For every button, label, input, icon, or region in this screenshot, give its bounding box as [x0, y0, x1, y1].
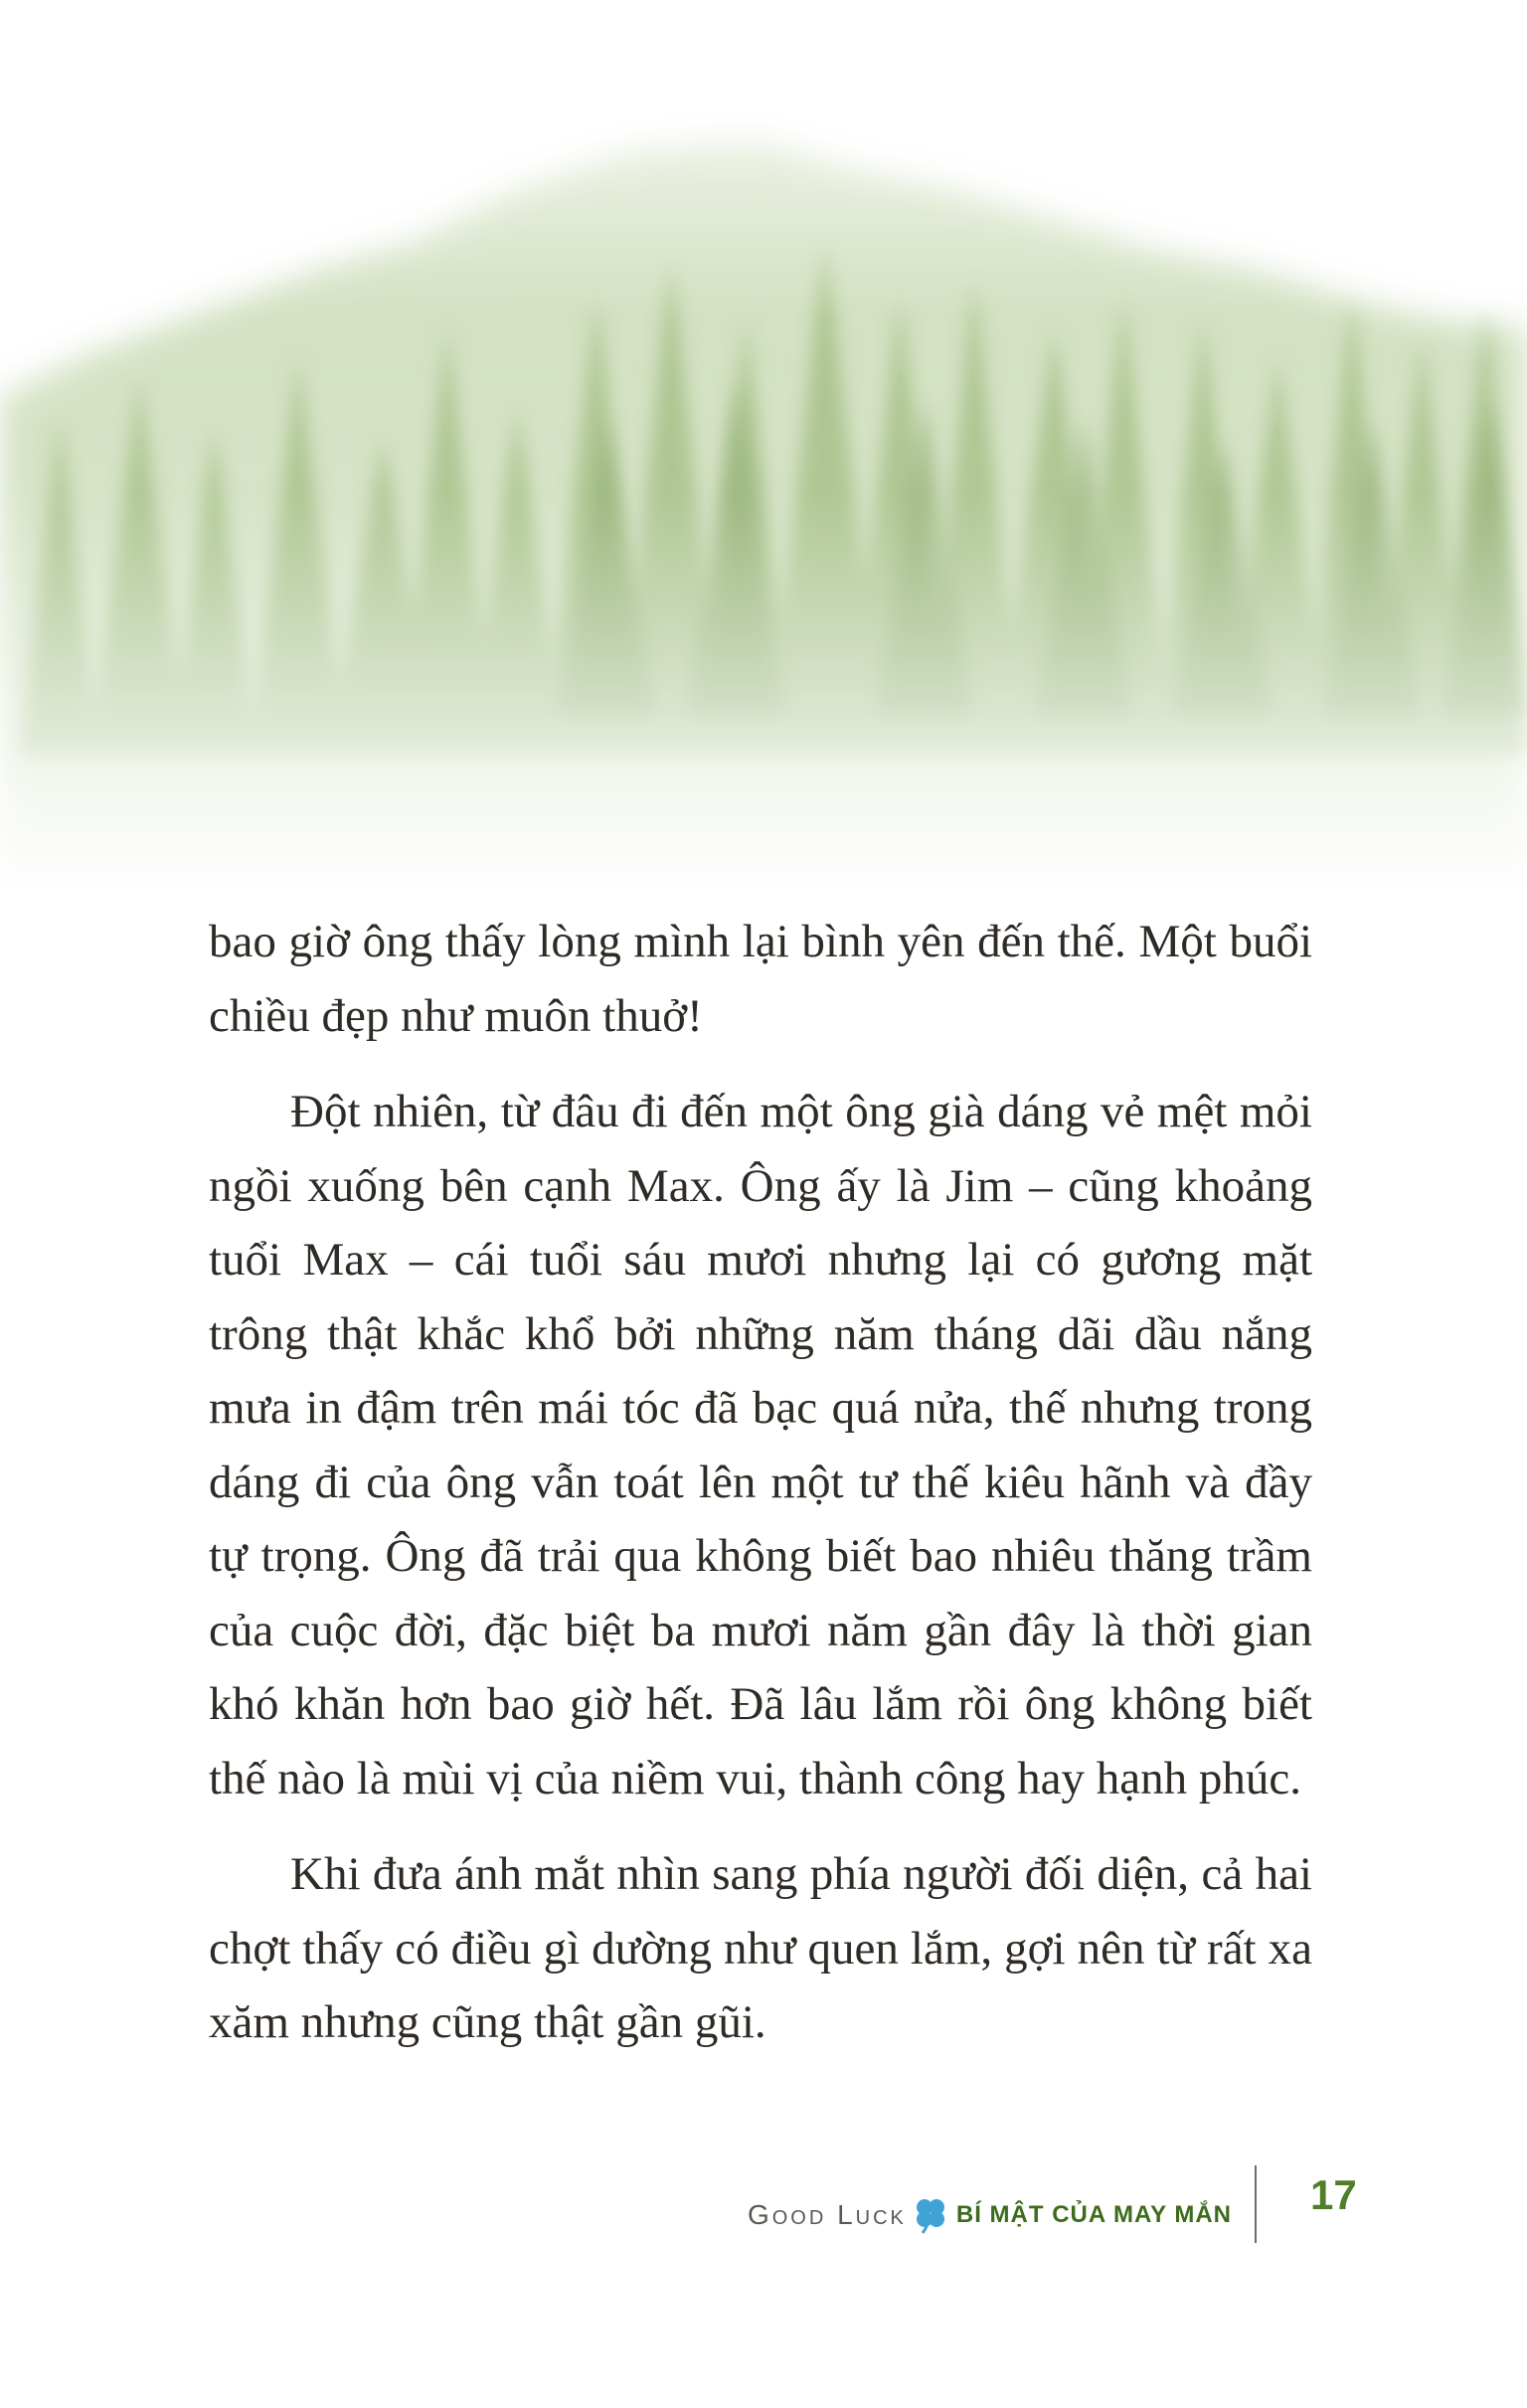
- series-name: Good Luck: [747, 2199, 907, 2230]
- misty-forest-illustration: [0, 0, 1527, 895]
- running-title: [748, 2195, 1232, 2235]
- paragraph: bao giờ ông thấy lòng mình lại bình yên đến thế. Một buổi chiều đẹp như muôn thuở!: [209, 916, 1312, 1042]
- paragraph: Khi đưa ánh mắt nhìn sang phía người đối diện, cả hai chợt thấy có điều gì dường như quen lắm, gợi nên từ rất xa xăm nhưng cũng thật gần gũi.: [209, 1848, 1312, 2048]
- page-footer: [0, 2165, 1527, 2275]
- footer-divider: [1255, 2165, 1257, 2243]
- paragraph: Đột nhiên, từ đâu đi đến một ông già dáng vẻ mệt mỏi ngồi xuống bên cạnh Max. Ông ấy là Jim – cũng khoảng tuổi Max – cái tuổi sáu mươi nhưng lại có gương mặt trông thật khắc khổ bởi những năm tháng dãi dầu nắng mưa in đậm trên mái tóc đã bạc quá nửa, thế nhưng trong dáng đi của ông vẫn toát lên một tư thế kiêu hãnh và đầy tự trọng. Ông đã trải qua không biết bao nhiêu thăng trầm của cuộc đời, đặc biệt ba mươi năm gần đây là thời gian khó khăn hơn bao giờ hết. Đã lâu lắm rồi ông không biết thế nào là mùi vị của niềm vui, thành công hay hạnh phúc.: [209, 1086, 1312, 1805]
- book-title: BÍ MẬT CỦA MAY MẮN: [955, 2201, 1232, 2228]
- body-text: [209, 905, 1312, 2060]
- page-number: 17: [1310, 2171, 1357, 2218]
- four-leaf-clover-icon: [911, 2195, 950, 2235]
